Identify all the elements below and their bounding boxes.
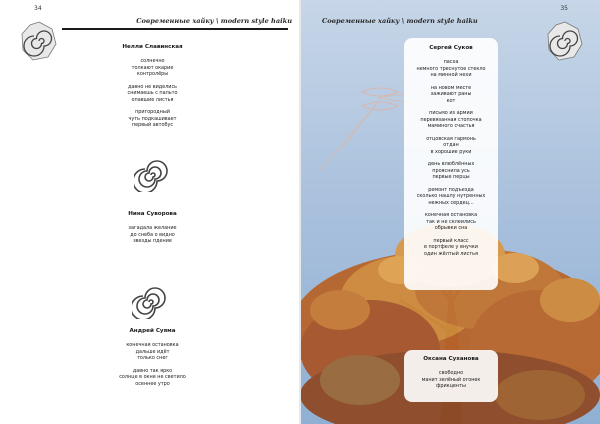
haiku bbox=[404, 85, 498, 105]
haiku-line: конечная остановка bbox=[424, 212, 478, 218]
haiku bbox=[90, 109, 215, 129]
haiku bbox=[90, 368, 215, 388]
haiku-line: манит зелёный огонек bbox=[421, 376, 481, 383]
haiku-line: прояснила усь bbox=[432, 167, 470, 174]
haiku-line: так и не склеились bbox=[426, 218, 476, 225]
haiku-line: пригородный bbox=[135, 109, 170, 115]
haiku-line: осеннее утро bbox=[135, 380, 170, 387]
haiku-line: в портфеле у внучки bbox=[424, 244, 478, 250]
author-name: Сергей Суков bbox=[429, 45, 473, 51]
haiku-line: ремонт подъезда bbox=[428, 186, 474, 193]
haiku-line: давно так ярко bbox=[132, 367, 173, 374]
haiku-line: первый класс bbox=[433, 237, 469, 244]
haiku bbox=[90, 58, 215, 78]
haiku-line: солнце в окне не светило bbox=[119, 374, 186, 380]
haiku-line: снимаешь с пальто bbox=[127, 90, 178, 96]
running-header: Современные хайку \ modern style haiku bbox=[136, 17, 292, 25]
author-block bbox=[90, 211, 215, 251]
haiku-line: первые перцы bbox=[432, 174, 470, 180]
author-name: Андрей Суяма bbox=[129, 328, 176, 334]
page-number: 35 bbox=[560, 5, 568, 12]
haiku-line: только снег bbox=[137, 355, 168, 361]
haiku bbox=[404, 161, 498, 181]
haiku-line: нежных сердец... bbox=[428, 199, 474, 206]
spiral-ornament-icon bbox=[132, 285, 166, 319]
haiku-line: маминого счастья bbox=[427, 123, 475, 129]
spiral-ornament-icon bbox=[134, 158, 168, 192]
haiku-line: немного треснутое стекло bbox=[416, 65, 486, 72]
haiku-line: опавшие листья bbox=[131, 96, 174, 103]
haiku bbox=[90, 225, 215, 245]
author-name: Нелли Славинская bbox=[122, 44, 183, 50]
haiku bbox=[404, 59, 498, 79]
haiku-line: пасха bbox=[443, 59, 459, 65]
haiku-line: отдан bbox=[443, 142, 459, 148]
author-name: Оксана Суханова bbox=[423, 356, 479, 362]
haiku-line: день влюблённых bbox=[427, 161, 475, 167]
haiku-line: обрывки сна bbox=[434, 225, 468, 231]
haiku bbox=[404, 110, 498, 130]
haiku-line: в хорошие руки bbox=[430, 148, 472, 155]
haiku bbox=[404, 136, 498, 156]
haiku-line: письмо из армии bbox=[429, 110, 473, 116]
haiku bbox=[90, 84, 215, 104]
haiku-line: свободно bbox=[438, 370, 464, 376]
haiku bbox=[404, 238, 498, 258]
haiku-line: перевязанная стопочка bbox=[420, 116, 482, 123]
haiku-line: контролёры bbox=[136, 71, 169, 77]
author-block bbox=[90, 328, 215, 393]
author-block bbox=[90, 44, 215, 135]
haiku bbox=[404, 370, 498, 390]
haiku-line: заживают раны bbox=[430, 91, 472, 97]
haiku-line: конечная остановка bbox=[126, 342, 179, 348]
haiku-line: до снеба о видно bbox=[130, 231, 175, 238]
haiku-line: толкают окарие bbox=[131, 64, 174, 71]
page-gutter bbox=[299, 0, 301, 424]
author-name: Нина Суворова bbox=[128, 211, 177, 217]
swirl-emblem-icon bbox=[546, 20, 584, 62]
haiku-line: кот bbox=[446, 97, 456, 104]
haiku-line: отцовская гармонь bbox=[426, 135, 476, 142]
haiku-line: на новом месте bbox=[430, 84, 472, 91]
haiku bbox=[404, 187, 498, 207]
haiku-line: фрикценты bbox=[436, 383, 466, 389]
haiku-line: сколько нашлу нутренных bbox=[416, 193, 486, 199]
haiku bbox=[90, 342, 215, 362]
haiku-card bbox=[404, 38, 498, 290]
haiku-card bbox=[404, 350, 498, 402]
haiku-line: давно не виделись bbox=[127, 83, 178, 90]
header-rule bbox=[62, 28, 288, 30]
haiku-line: загадала желание bbox=[128, 225, 177, 231]
haiku-line: один жёлтый листья bbox=[424, 250, 478, 257]
haiku-line: звезды пдение bbox=[133, 238, 172, 244]
haiku-line: первый автобус bbox=[131, 122, 174, 128]
swirl-emblem-icon bbox=[20, 20, 58, 62]
haiku-line: солнечно bbox=[140, 58, 165, 64]
haiku-line: дальше идёт bbox=[135, 348, 170, 355]
page-number: 34 bbox=[34, 5, 42, 12]
haiku bbox=[404, 212, 498, 232]
haiku-line: на минной нехи bbox=[430, 72, 472, 78]
running-header: Современные хайку \ modern style haiku bbox=[322, 17, 478, 25]
haiku-line: чуть подкашивает bbox=[128, 115, 177, 122]
